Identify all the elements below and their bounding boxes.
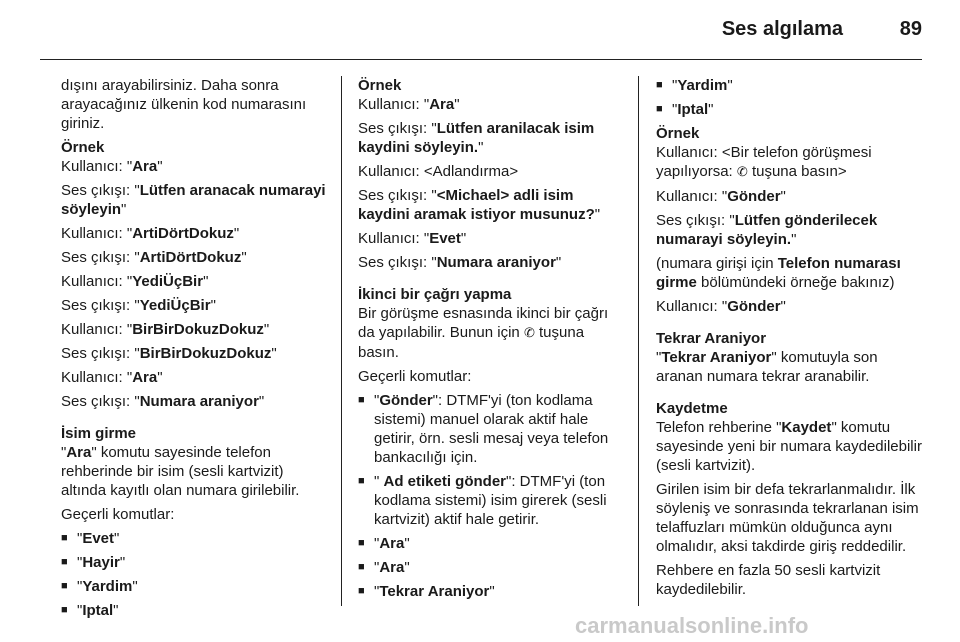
dialog-line: Ses çıkışı: "Lütfen gönderilecek numarayi söyleyin." bbox=[656, 212, 878, 248]
list-item: ■ "Evet" bbox=[61, 530, 120, 547]
dialog-line: Kullanıcı: "BirBirDokuzDokuz" bbox=[61, 321, 270, 338]
phone-icon: ✆ bbox=[736, 165, 748, 180]
example-heading: Örnek bbox=[358, 77, 402, 94]
bullet-icon: ■ bbox=[61, 556, 68, 568]
dialog-line: Kullanıcı: "Ara" bbox=[61, 369, 163, 386]
bullet-icon: ■ bbox=[656, 103, 663, 115]
column-divider-1 bbox=[341, 76, 342, 606]
bullet-icon: ■ bbox=[61, 604, 68, 616]
list-item: ■ "Yardim" bbox=[656, 77, 733, 94]
section-text-save: Telefon rehberine "Kaydet" komutu sayesinde yeni bir numara kaydedilebilir (sesli kartvizit). bbox=[656, 419, 922, 474]
dialog-line: Kullanıcı: "YediÜçBir" bbox=[61, 273, 209, 290]
list-item: ■ "Gönder": DTMF'yi (ton kodlama sistemi) manuel olarak aktif hale getirir, örn. sesli mesaj veya telefon bankacılığı için. bbox=[358, 392, 609, 466]
dialog-line: Ses çıkışı: "BirBirDokuzDokuz" bbox=[61, 345, 277, 362]
page-title: Ses algılama bbox=[721, 18, 843, 40]
section-text-name-entry: "Ara" komutu sayesinde telefon rehberinde bir isim (sesli kartvizit) altında kayıtlı olan numara girilebilir. bbox=[61, 444, 300, 499]
list-item: ■ "Ara" bbox=[358, 535, 410, 552]
dialog-line: Ses çıkışı: "Lütfen aranilacak isim kaydini söyleyin." bbox=[358, 120, 595, 156]
dialog-line: Kullanıcı: <Adlandırma> bbox=[358, 163, 519, 180]
header-divider bbox=[40, 59, 922, 60]
column-3 bbox=[656, 76, 926, 604]
bullet-icon: ■ bbox=[358, 585, 365, 597]
list-item: ■ "Hayir" bbox=[61, 554, 126, 571]
list-item: ■ "Ara" bbox=[358, 559, 410, 576]
column-2 bbox=[358, 76, 628, 606]
dialog-line: Ses çıkışı: "Numara araniyor" bbox=[358, 254, 562, 271]
bullet-icon: ■ bbox=[358, 561, 365, 573]
dialog-line: Kullanıcı: "Ara" bbox=[61, 158, 163, 175]
list-item: ■ "Tekrar Araniyor" bbox=[358, 583, 495, 600]
list-item: ■ "Iptal" bbox=[656, 101, 714, 118]
example-heading: Örnek bbox=[656, 125, 700, 142]
dialog-line: Ses çıkışı: "<Michael> adli isim kaydini aramak istiyor musunuz?" bbox=[358, 187, 601, 223]
command-list bbox=[61, 529, 331, 620]
section-text-redial: "Tekrar Araniyor" komutuyla son aranan numara tekrar aranabilir. bbox=[656, 349, 878, 385]
intro-text: dışını arayabilirsiniz. Daha sonra arayacağınız ülkenin kod numarasını giriniz. bbox=[61, 77, 307, 132]
bullet-icon: ■ bbox=[358, 537, 365, 549]
column-1 bbox=[61, 76, 331, 625]
dialog-line: Kullanıcı: "Gönder" bbox=[656, 298, 786, 315]
dialog-line: Kullanıcı: "Evet" bbox=[358, 230, 467, 247]
dialog-line: Ses çıkışı: "Lütfen aranacak numarayi söyleyin" bbox=[61, 182, 326, 218]
dialog-line: Ses çıkışı: "ArtiDörtDokuz" bbox=[61, 249, 247, 266]
column-divider-2 bbox=[638, 76, 639, 606]
bullet-icon: ■ bbox=[656, 79, 663, 91]
list-item: ■ " Ad etiketi gönder": DTMF'yi (ton kodlama sistemi) isim girerek (sesli kartvizit) aktif hale getirir. bbox=[358, 473, 607, 528]
dialog-line: Kullanıcı: <Bir telefon görüşmesi yapılıyorsa: ✆ tuşuna basın> bbox=[656, 144, 872, 180]
phone-icon: ✆ bbox=[523, 326, 535, 341]
dialog-line: Kullanıcı: "Gönder" bbox=[656, 188, 786, 205]
bullet-icon: ■ bbox=[358, 475, 365, 487]
example-heading: Örnek bbox=[61, 139, 105, 156]
bullet-icon: ■ bbox=[358, 394, 365, 406]
commands-label: Geçerli komutlar: bbox=[358, 368, 472, 385]
dialog-line: Ses çıkışı: "YediÜçBir" bbox=[61, 297, 216, 314]
list-item: ■ "Yardim" bbox=[61, 578, 138, 595]
section-text-save-2: Girilen isim bir defa tekrarlanmalıdır. İlk söyleniş ve sonrasında tekrarlanan isim telaffuzları mümkün olduğunca aynı olmalıdır, aksi takdirde giriş reddedilir. bbox=[656, 481, 919, 555]
section-heading-redial: Tekrar Araniyor bbox=[656, 330, 767, 347]
page-header bbox=[0, 0, 960, 58]
section-heading-save: Kaydetme bbox=[656, 400, 728, 417]
dialog-line: Kullanıcı: "ArtiDörtDokuz" bbox=[61, 225, 240, 242]
dialog-line: Kullanıcı: "Ara" bbox=[358, 96, 460, 113]
dialog-line: Ses çıkışı: "Numara araniyor" bbox=[61, 393, 265, 410]
section-heading-name-entry: İsim girme bbox=[61, 425, 137, 442]
section-heading-second-call: İkinci bir çağrı yapma bbox=[358, 286, 512, 303]
watermark: carmanualsonline.info bbox=[575, 613, 809, 638]
commands-label: Geçerli komutlar: bbox=[61, 506, 175, 523]
section-text-save-3: Rehbere en fazla 50 sesli kartvizit kaydedilebilir. bbox=[656, 562, 881, 598]
page-number: 89 bbox=[899, 18, 922, 40]
bullet-icon: ■ bbox=[61, 580, 68, 592]
dialog-line: (numara girişi için Telefon numarası girme bölümündeki örneğe bakınız) bbox=[656, 255, 901, 291]
bullet-icon: ■ bbox=[61, 532, 68, 544]
section-text-second-call: Bir görüşme esnasında ikinci bir çağrı da yapılabilir. Bunun için ✆ tuşuna basın. bbox=[358, 305, 609, 361]
list-item: ■ "Iptal" bbox=[61, 602, 119, 619]
example-dialog bbox=[61, 157, 331, 411]
